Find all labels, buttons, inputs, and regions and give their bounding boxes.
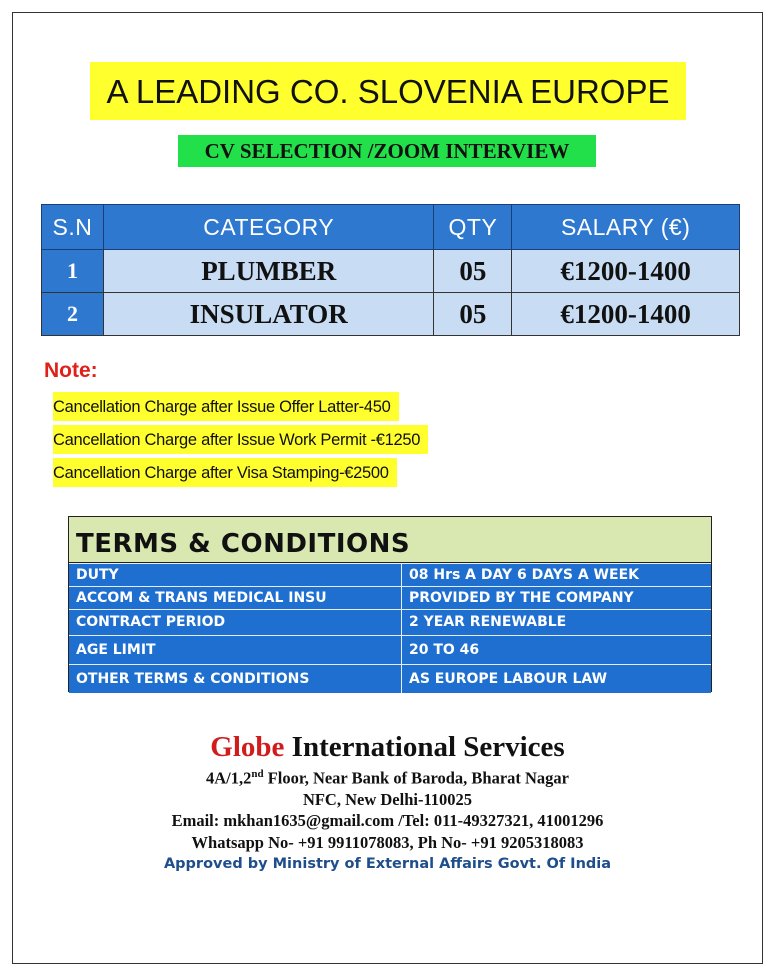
- terms-value: PROVIDED BY THE COMPANY: [409, 590, 634, 606]
- company-name: [0, 731, 775, 764]
- row-qty: 05: [434, 293, 512, 336]
- row-qty: 05: [434, 250, 512, 293]
- terms-key: ACCOM & TRANS MEDICAL INSU: [69, 587, 402, 609]
- row-sn: 1: [42, 250, 104, 293]
- terms-value: 08 Hrs A DAY 6 DAYS A WEEK: [409, 567, 639, 583]
- terms-value: 20 TO 46: [409, 642, 480, 658]
- terms-row: [69, 664, 711, 693]
- address-line-1: [0, 768, 775, 789]
- terms-row: [69, 635, 711, 664]
- table-row: [42, 250, 740, 293]
- col-header-salary: SALARY (€): [512, 205, 740, 250]
- row-sn: 2: [42, 293, 104, 336]
- subheadline-banner: [178, 135, 596, 167]
- terms-key: CONTRACT PERIOD: [69, 610, 402, 635]
- terms-row: [69, 563, 711, 586]
- company-name-rest: International Services: [284, 731, 565, 763]
- terms-row: [69, 609, 711, 635]
- phone-line: Whatsapp No- +91 9911078083, Ph No- +91 9205318083: [191, 833, 584, 852]
- terms-header: [69, 517, 711, 563]
- row-category: PLUMBER: [103, 250, 434, 293]
- headline-text: A LEADING CO. SLOVENIA EUROPE: [106, 73, 670, 110]
- col-header-category: CATEGORY: [103, 205, 434, 250]
- row-salary: €1200-1400: [512, 250, 740, 293]
- table-row: [42, 293, 740, 336]
- terms-key: AGE LIMIT: [69, 636, 402, 664]
- terms-key: OTHER TERMS & CONDITIONS: [69, 665, 402, 693]
- jobs-table-header: [42, 205, 740, 250]
- jobs-table: [41, 204, 740, 336]
- terms-key: DUTY: [69, 564, 402, 586]
- note-label: Note:: [44, 359, 98, 382]
- address-ordinal: nd: [251, 768, 264, 780]
- contact-line: Email: mkhan1635@gmail.com /Tel: 011-49327321, 41001296: [171, 811, 604, 830]
- cancellation-note: Cancellation Charge after Visa Stamping-€2500: [53, 458, 397, 487]
- cancellation-note: Cancellation Charge after Issue Offer Latter-450: [53, 392, 399, 421]
- col-header-qty: QTY: [434, 205, 512, 250]
- row-salary: €1200-1400: [512, 293, 740, 336]
- terms-value: AS EUROPE LABOUR LAW: [409, 671, 608, 687]
- cancellation-note: Cancellation Charge after Issue Work Permit -€1250: [53, 425, 428, 454]
- company-name-highlight: Globe: [210, 731, 285, 763]
- col-header-sn: S.N: [42, 205, 104, 250]
- headline-banner: [90, 62, 686, 120]
- terms-table: [68, 516, 712, 692]
- row-category: INSULATOR: [103, 293, 434, 336]
- subheadline-text: CV SELECTION /ZOOM INTERVIEW: [204, 139, 570, 163]
- address-part-a: 4A/1,2: [205, 768, 252, 788]
- terms-title: TERMS & CONDITIONS: [76, 529, 411, 559]
- address-part-b: Floor, Near Bank of Baroda, Bharat Nagar: [263, 768, 570, 788]
- terms-row: [69, 586, 711, 609]
- address-line-2: NFC, New Delhi-110025: [302, 790, 473, 809]
- approval-line: Approved by Ministry of External Affairs Govt. Of India: [163, 856, 612, 872]
- terms-value: 2 YEAR RENEWABLE: [409, 614, 567, 630]
